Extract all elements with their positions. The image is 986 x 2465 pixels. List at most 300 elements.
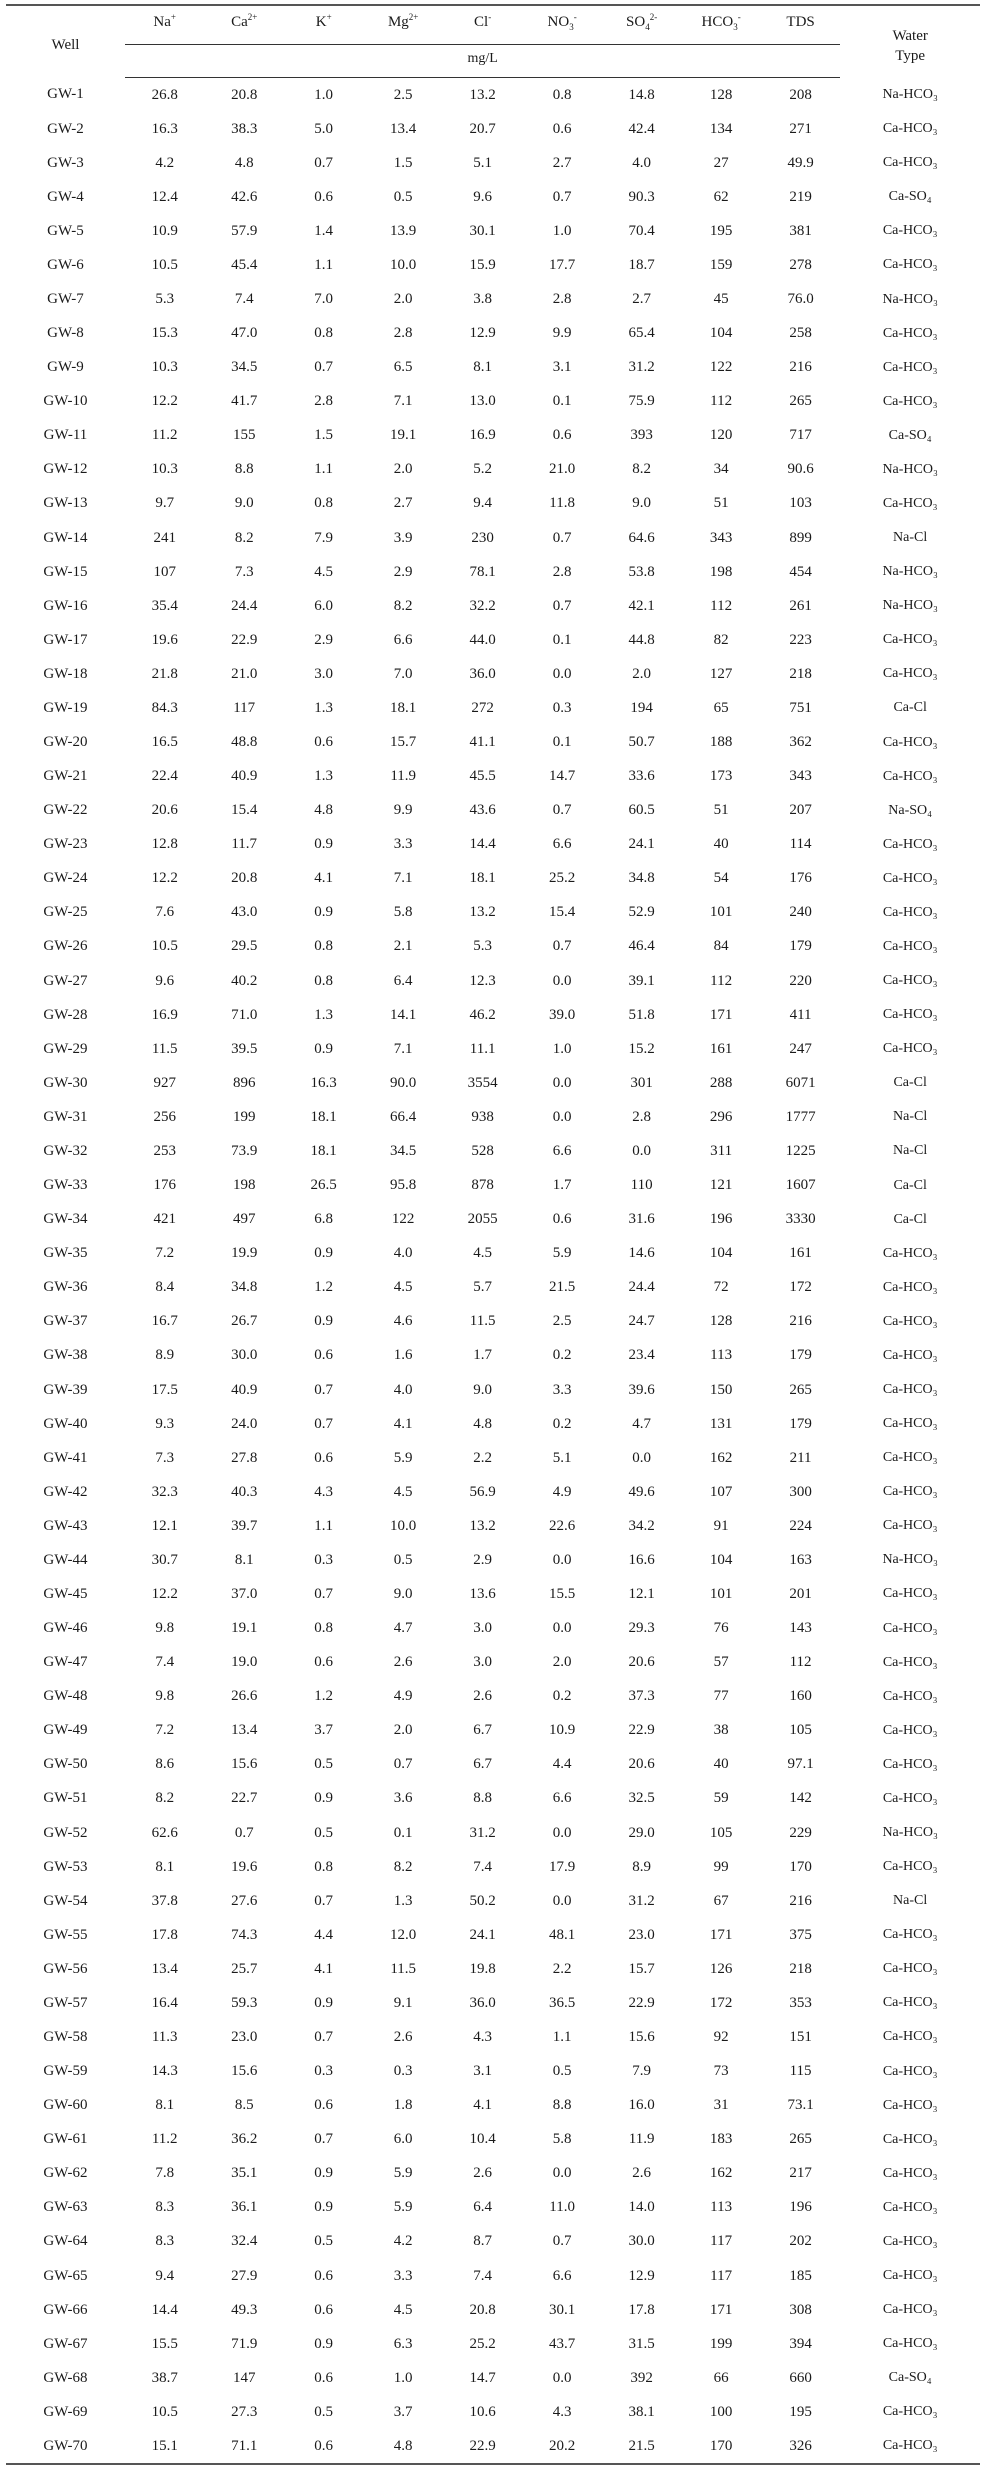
cell-ca: 43.0	[231, 904, 258, 921]
cell-so4: 2.8	[632, 1108, 651, 1125]
table-row	[6, 1714, 980, 1748]
cell-so4: 4.0	[632, 154, 651, 171]
cell-mg: 6.5	[393, 359, 413, 376]
cell-cl: 78.1	[469, 563, 496, 580]
cell-tds: 76.0	[787, 291, 814, 307]
cell-water-type: Ca-HCO₃	[882, 121, 938, 137]
cell-so4: 49.6	[628, 1483, 655, 1500]
cell-water-type: Ca-HCO₃	[882, 632, 938, 648]
cell-ca: 27.9	[231, 2267, 258, 2284]
cell-cl: 3554	[467, 1074, 498, 1091]
cell-cl: 22.9	[469, 2437, 496, 2454]
cell-na: 21.8	[151, 665, 178, 682]
cell-k: 0.7	[314, 2028, 334, 2045]
cell-tds: 163	[789, 1551, 812, 1568]
cell-k: 1.4	[314, 222, 334, 239]
cell-water-type: Ca-HCO₃	[882, 1790, 938, 1806]
table-row	[6, 1986, 980, 2020]
cell-water-type: Ca-HCO₃	[882, 1484, 938, 1500]
cell-mg: 0.1	[393, 1824, 413, 1841]
cell-cl: 20.8	[469, 2301, 496, 2318]
cell-mg: 66.4	[390, 1108, 417, 1125]
cell-tds: 172	[789, 1279, 812, 1296]
cell-no3: 2.8	[552, 291, 572, 307]
cell-mg: 122	[391, 1211, 415, 1228]
cell-tds: 211	[789, 1449, 812, 1466]
cell-well: GW-50	[43, 1756, 88, 1773]
cell-k: 1.2	[314, 1279, 334, 1296]
cell-tds: 454	[789, 563, 812, 580]
cell-ca: 26.6	[231, 1688, 258, 1705]
cell-ca: 71.1	[231, 2437, 258, 2454]
cell-k: 26.5	[310, 1177, 337, 1194]
cell-tds: 160	[789, 1688, 812, 1705]
cell-tds: 265	[789, 1381, 812, 1398]
cell-so4: 15.6	[628, 2028, 655, 2045]
cell-cl: 46.2	[469, 1006, 496, 1023]
cell-water-type: Ca-HCO₃	[882, 1859, 938, 1875]
cell-mg: 4.5	[393, 1483, 413, 1500]
cell-mg: 0.3	[393, 2063, 413, 2080]
table-row	[6, 725, 980, 759]
cell-tds: 240	[789, 904, 812, 921]
cell-mg: 9.1	[393, 1994, 413, 2011]
cell-mg: 5.9	[393, 2199, 413, 2216]
cell-no3: 43.7	[549, 2335, 576, 2352]
table-row	[6, 998, 980, 1032]
cell-ca: 24.4	[231, 597, 258, 614]
cell-cl: 30.1	[469, 222, 496, 239]
column-header-na: Na+	[153, 12, 176, 30]
cell-well: GW-17	[43, 631, 88, 648]
table-row	[6, 964, 980, 998]
cell-k: 0.7	[314, 2131, 334, 2148]
cell-ca: 896	[232, 1074, 256, 1091]
cell-k: 0.9	[314, 1040, 334, 1057]
cell-water-type: Ca-HCO₃	[882, 768, 938, 784]
cell-hco3: 104	[709, 1551, 733, 1568]
cell-well: GW-8	[47, 325, 84, 342]
column-header-no3: $NO_3^-$	[547, 12, 577, 32]
cell-hco3: 113	[710, 1347, 733, 1364]
cell-cl: 2.6	[473, 2165, 493, 2182]
cell-well: GW-37	[43, 1313, 88, 1330]
cell-ca: 9.0	[234, 495, 254, 512]
cell-so4: 2.0	[632, 665, 651, 682]
cell-water-type: Ca-HCO₃	[882, 1007, 938, 1023]
cell-so4: 52.9	[628, 904, 655, 921]
cell-so4: 15.7	[628, 1960, 655, 1977]
cell-mg: 15.7	[390, 734, 417, 751]
cell-tds: 3330	[785, 1211, 816, 1228]
cell-water-type: Ca-HCO₃	[882, 2233, 938, 2249]
table-row	[6, 248, 980, 282]
cell-tds: 1777	[785, 1108, 816, 1125]
cell-so4: 21.5	[628, 2437, 655, 2454]
cell-so4: 31.2	[628, 1892, 655, 1909]
cell-k: 0.3	[314, 2063, 334, 2080]
cell-water-type: Na-HCO₃	[882, 598, 938, 614]
table-body	[6, 78, 980, 2465]
cell-k: 3.0	[314, 665, 334, 682]
cell-so4: 60.5	[628, 802, 655, 819]
cell-mg: 1.0	[393, 2369, 413, 2386]
cell-ca: 7.4	[234, 291, 254, 307]
cell-na: 16.7	[151, 1313, 178, 1330]
cell-ca: 71.9	[231, 2335, 258, 2352]
cell-cl: 8.1	[473, 359, 493, 376]
cell-no3: 2.7	[552, 154, 572, 171]
cell-tds: 6071	[785, 1074, 816, 1091]
cell-k: 18.1	[310, 1142, 337, 1159]
cell-ca: 40.9	[231, 768, 258, 785]
cell-mg: 12.0	[390, 1926, 417, 1943]
cell-k: 4.4	[314, 1926, 334, 1943]
cell-na: 7.8	[155, 2165, 175, 2182]
cell-na: 11.5	[151, 1040, 178, 1057]
cell-no3: 21.0	[549, 461, 576, 478]
cell-mg: 18.1	[390, 699, 417, 716]
cell-no3: 1.1	[552, 2028, 572, 2045]
cell-cl: 7.4	[473, 2267, 493, 2284]
cell-ca: 19.6	[231, 1858, 258, 1875]
cell-na: 15.1	[151, 2437, 178, 2454]
cell-na: 12.4	[151, 188, 178, 205]
cell-mg: 2.0	[393, 291, 413, 307]
cell-cl: 15.9	[469, 256, 496, 273]
table-row	[6, 623, 980, 657]
cell-tds: 229	[789, 1824, 812, 1841]
cell-ca: 13.4	[231, 1722, 258, 1739]
cell-na: 32.3	[151, 1483, 178, 1500]
cell-well: GW-9	[47, 359, 84, 376]
cell-well: GW-11	[43, 427, 88, 444]
cell-cl: 6.7	[473, 1722, 493, 1739]
cell-tds: 115	[789, 2063, 812, 2080]
cell-na: 8.1	[155, 1858, 175, 1875]
cell-so4: 29.3	[628, 1620, 655, 1637]
cell-mg: 1.5	[393, 154, 413, 171]
cell-hco3: 288	[709, 1074, 733, 1091]
cell-na: 30.7	[151, 1551, 178, 1568]
cell-na: 8.6	[155, 1756, 175, 1773]
cell-na: 14.4	[151, 2301, 178, 2318]
cell-well: GW-66	[43, 2301, 88, 2318]
table-row	[6, 2361, 980, 2395]
cell-ca: 34.5	[231, 359, 258, 376]
cell-well: GW-56	[43, 1960, 88, 1977]
cell-na: 7.2	[155, 1722, 175, 1739]
cell-mg: 2.8	[393, 325, 413, 342]
cell-well: GW-43	[43, 1517, 88, 1534]
cell-na: 11.3	[151, 2028, 178, 2045]
cell-no3: 17.7	[549, 256, 576, 273]
cell-ca: 8.8	[234, 461, 254, 478]
table-row	[6, 1237, 980, 1271]
cell-tds: 179	[789, 1415, 812, 1432]
cell-well: GW-10	[43, 393, 88, 410]
cell-well: GW-4	[47, 188, 84, 205]
cell-mg: 0.7	[393, 1756, 413, 1773]
cell-so4: 75.9	[628, 393, 655, 410]
cell-well: GW-22	[43, 802, 88, 819]
cell-na: 12.2	[151, 393, 178, 410]
cell-water-type: Ca-HCO₃	[882, 1688, 938, 1704]
cell-na: 9.8	[155, 1620, 175, 1637]
cell-na: 19.6	[151, 631, 178, 648]
table-row	[6, 1339, 980, 1373]
cell-well: GW-29	[43, 1040, 88, 1057]
cell-well: GW-38	[43, 1347, 88, 1364]
cell-k: 1.3	[314, 699, 334, 716]
cell-water-type: Ca-HCO₃	[882, 2302, 938, 2318]
cell-hco3: 162	[709, 2165, 733, 2182]
cell-no3: 36.5	[549, 1994, 576, 2011]
cell-no3: 1.0	[552, 1040, 572, 1057]
header-row-ions	[6, 5, 980, 45]
cell-k: 0.7	[314, 1381, 334, 1398]
cell-tds: 218	[789, 1960, 812, 1977]
cell-cl: 8.8	[473, 1790, 493, 1807]
cell-no3: 0.0	[552, 1620, 572, 1637]
cell-no3: 0.3	[552, 699, 572, 716]
cell-water-type: Ca-HCO₃	[882, 2097, 938, 2113]
cell-cl: 10.4	[469, 2131, 496, 2148]
cell-no3: 0.7	[552, 597, 572, 614]
cell-tds: 220	[789, 972, 812, 989]
cell-well: GW-42	[43, 1483, 88, 1500]
cell-mg: 2.1	[393, 938, 413, 955]
cell-na: 15.3	[151, 325, 178, 342]
cell-hco3: 76	[713, 1620, 729, 1637]
cell-well: GW-26	[43, 938, 88, 955]
cell-mg: 4.6	[393, 1313, 413, 1330]
cell-well: GW-52	[43, 1824, 88, 1841]
table-row	[6, 2191, 980, 2225]
cell-hco3: 62	[713, 188, 729, 205]
cell-well: GW-41	[43, 1449, 88, 1466]
cell-no3: 6.6	[552, 836, 572, 853]
table-row	[6, 1441, 980, 1475]
cell-k: 0.9	[314, 1313, 334, 1330]
cell-so4: 12.9	[628, 2267, 655, 2284]
cell-tds: 265	[789, 393, 812, 410]
cell-ca: 19.0	[231, 1654, 258, 1671]
cell-ca: 22.7	[231, 1790, 258, 1807]
cell-tds: 49.9	[787, 154, 814, 171]
cell-no3: 6.6	[552, 1790, 572, 1807]
cell-cl: 9.0	[473, 1381, 493, 1398]
cell-cl: 5.2	[473, 461, 493, 478]
cell-ca: 8.1	[234, 1551, 254, 1568]
cell-k: 0.6	[314, 734, 334, 751]
cell-k: 0.9	[314, 1790, 334, 1807]
cell-k: 4.5	[314, 563, 334, 580]
cell-well: GW-6	[47, 256, 84, 273]
cell-so4: 31.2	[628, 359, 655, 376]
cell-mg: 5.9	[393, 2165, 413, 2182]
cell-hco3: 117	[710, 2233, 733, 2250]
cell-hco3: 65	[713, 699, 729, 716]
cell-mg: 2.6	[393, 1654, 413, 1671]
cell-cl: 13.2	[469, 904, 496, 921]
cell-k: 0.9	[314, 904, 334, 921]
cell-hco3: 128	[709, 1313, 733, 1330]
column-header-tds: TDS	[786, 14, 815, 30]
cell-mg: 4.9	[393, 1688, 413, 1705]
cell-tds: 224	[789, 1517, 812, 1534]
cell-no3: 0.0	[552, 1824, 572, 1841]
cell-ca: 20.8	[231, 86, 258, 103]
cell-water-type: Ca-HCO₃	[882, 1041, 938, 1057]
cell-tds: 247	[789, 1040, 812, 1057]
cell-cl: 2055	[467, 1211, 498, 1228]
cell-no3: 0.7	[552, 802, 572, 819]
column-header-mg: $Mg^{2+}$	[387, 12, 419, 30]
cell-k: 0.6	[314, 188, 334, 205]
cell-tds: 142	[789, 1790, 812, 1807]
cell-ca: 4.8	[234, 154, 254, 171]
cell-na: 16.9	[151, 1006, 178, 1023]
table-row	[6, 1816, 980, 1850]
cell-na: 256	[153, 1108, 176, 1125]
cell-ca: 34.8	[231, 1279, 258, 1296]
cell-cl: 36.0	[469, 665, 496, 682]
cell-tds: 179	[789, 1347, 812, 1364]
cell-hco3: 40	[713, 1756, 729, 1773]
cell-cl: 9.4	[473, 495, 493, 512]
cell-cl: 7.4	[473, 1858, 493, 1875]
cell-so4: 44.8	[628, 631, 655, 648]
cell-well: GW-54	[43, 1892, 88, 1909]
cell-hco3: 171	[709, 1006, 733, 1023]
cell-water-type: Na-HCO₃	[882, 461, 938, 477]
cell-well: GW-2	[47, 120, 84, 137]
cell-well: GW-62	[43, 2165, 88, 2182]
cell-no3: 0.0	[552, 1892, 572, 1909]
cell-k: 0.6	[314, 2437, 334, 2454]
cell-well: GW-63	[43, 2199, 88, 2216]
table-row	[6, 2020, 980, 2054]
cell-na: 16.3	[151, 120, 178, 137]
cell-na: 9.8	[155, 1688, 175, 1705]
groundwater-chemistry-table	[6, 4, 980, 2465]
cell-well: GW-28	[43, 1006, 88, 1023]
cell-water-type: Ca-HCO₃	[882, 1382, 938, 1397]
cell-well: GW-65	[43, 2267, 88, 2284]
cell-ca: 21.0	[231, 665, 258, 682]
cell-ca: 32.4	[231, 2233, 258, 2250]
cell-k: 7.0	[314, 291, 334, 307]
cell-ca: 39.5	[231, 1040, 258, 1057]
cell-na: 10.5	[151, 938, 178, 955]
table-row	[6, 930, 980, 964]
cell-k: 4.1	[314, 1960, 334, 1977]
cell-cl: 50.2	[469, 1892, 496, 1909]
cell-tds: 90.6	[787, 461, 814, 478]
cell-well: GW-13	[43, 495, 88, 512]
cell-mg: 7.0	[393, 665, 413, 682]
cell-k: 0.9	[314, 2165, 334, 2182]
cell-ca: 155	[232, 427, 256, 444]
cell-tds: 114	[789, 836, 812, 853]
cell-so4: 16.6	[628, 1551, 655, 1568]
cell-well: GW-68	[43, 2369, 88, 2386]
table-row	[6, 2327, 980, 2361]
cell-no3: 14.7	[549, 768, 576, 785]
table-row	[6, 2395, 980, 2429]
cell-so4: 42.4	[628, 120, 655, 137]
cell-tds: 717	[789, 427, 812, 444]
cell-cl: 6.4	[473, 2199, 493, 2216]
cell-hco3: 101	[709, 1585, 733, 1602]
cell-tds: 201	[789, 1585, 812, 1602]
cell-k: 0.7	[314, 1892, 334, 1909]
cell-mg: 8.2	[393, 1858, 413, 1875]
cell-well: GW-16	[43, 597, 88, 614]
cell-well: GW-24	[43, 870, 88, 887]
cell-k: 16.3	[310, 1074, 337, 1091]
cell-na: 13.4	[151, 1960, 178, 1977]
cell-hco3: 343	[709, 529, 733, 546]
cell-hco3: 82	[713, 631, 729, 648]
cell-so4: 65.4	[628, 325, 655, 342]
cell-so4: 22.9	[628, 1722, 655, 1739]
cell-no3: 20.2	[549, 2437, 576, 2454]
cell-ca: 35.1	[231, 2165, 258, 2182]
cell-mg: 5.8	[393, 904, 413, 921]
cell-no3: 30.1	[549, 2301, 576, 2318]
cell-so4: 194	[630, 699, 653, 716]
cell-ca: 37.0	[231, 1585, 258, 1602]
table-row	[6, 1646, 980, 1680]
cell-na: 11.2	[151, 427, 178, 444]
cell-no3: 25.2	[549, 870, 576, 887]
cell-tds: 223	[789, 631, 812, 648]
cell-water-type: Ca-HCO₃	[882, 2404, 938, 2420]
cell-cl: 5.1	[473, 154, 493, 171]
cell-no3: 15.4	[549, 904, 576, 921]
cell-so4: 64.6	[628, 529, 655, 546]
cell-no3: 22.6	[549, 1517, 576, 1534]
cell-k: 0.7	[314, 1585, 334, 1602]
cell-water-type: Ca-HCO₃	[882, 325, 938, 341]
table-row	[6, 1475, 980, 1509]
cell-na: 26.8	[151, 86, 178, 103]
cell-tds: 195	[789, 2403, 812, 2420]
cell-water-type: Na-Cl	[893, 1143, 928, 1159]
cell-cl: 41.1	[469, 734, 496, 751]
cell-cl: 1.7	[473, 1347, 493, 1364]
cell-so4: 8.2	[632, 461, 651, 478]
cell-ca: 198	[232, 1177, 256, 1194]
cell-well: GW-33	[43, 1177, 88, 1194]
cell-ca: 497	[232, 1211, 256, 1228]
cell-tds: 143	[789, 1620, 812, 1637]
cell-so4: 23.0	[628, 1926, 655, 1943]
cell-no3: 0.2	[552, 1415, 572, 1432]
table-row	[6, 2259, 980, 2293]
cell-na: 22.4	[151, 768, 178, 785]
column-header-ca: $Ca^{2+}$	[231, 12, 258, 30]
cell-hco3: 196	[709, 1211, 733, 1228]
cell-water-type: Ca-Cl	[893, 1177, 927, 1193]
cell-hco3: 34	[713, 461, 729, 478]
cell-water-type: Ca-SO₄	[888, 2370, 932, 2386]
table-row	[6, 317, 980, 351]
column-header-so4: $SO_4^{2-}$	[626, 12, 658, 32]
table-row	[6, 2123, 980, 2157]
